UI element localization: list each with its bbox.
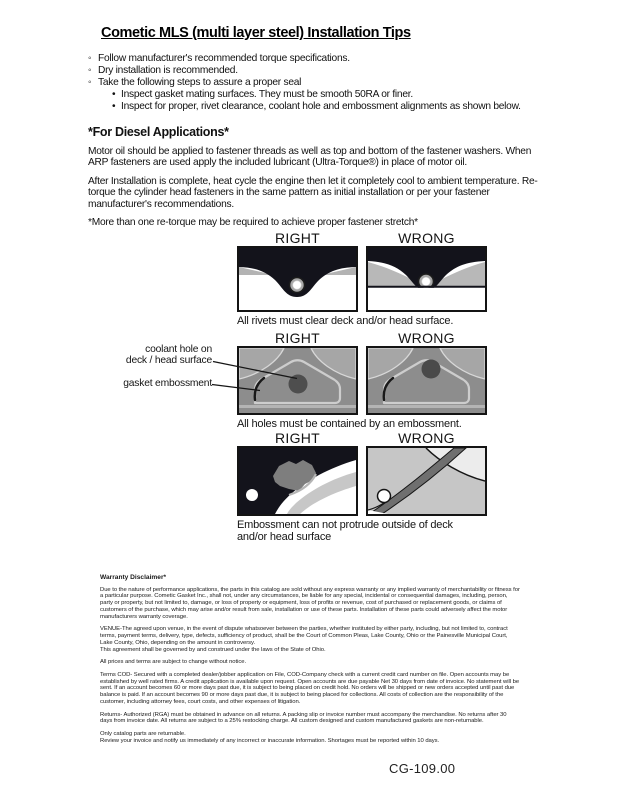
fig2-side-labels [0,344,212,390]
gasket-embossment-label: gasket embossment [123,378,212,390]
list-item [112,89,566,101]
diesel-section-heading: *For Diesel Applications* [88,125,229,139]
wrong-label: WRONG [398,330,455,346]
right-label: RIGHT [274,430,321,446]
bullet-icon: • [112,101,116,112]
fig2-wrong-diagram [368,348,485,413]
fig2-caption: All holes must be contained by an embossment. [237,418,462,430]
figure-rivet-clearance [237,230,487,327]
fig1-caption: All rivets must clear deck and/or head surface. [237,315,454,327]
fig3-wrong-panel [366,446,487,516]
list-item [112,101,566,113]
disclaimer-paragraph: Review your invoice and notify us immediately of any incorrect or inaccurate information. Shortages must be reported within 10 days. [100,737,440,744]
fig3-caption: Embossment can not protrude outside of deck and/or head surface [237,519,453,543]
bullet-text: Take the following steps to assure a proper seal [98,77,302,88]
wrong-label: WRONG [398,430,455,446]
bullet-icon: ◦ [88,53,92,64]
bullet-text: Follow manufacturer's recommended torque specifications. [98,53,350,64]
disclaimer-heading: Warranty Disclaimer* [100,574,167,581]
warranty-disclaimer [100,574,520,750]
fig1-wrong-panel [366,246,487,312]
bullet-icon: ◦ [88,65,92,76]
page-title: Cometic MLS (multi layer steel) Installation Tips [101,25,411,41]
right-label: RIGHT [274,330,321,346]
figure-hole-embossment [237,330,487,430]
disclaimer-paragraph: Only catalog parts are returnable. [100,731,186,738]
fig3-wrong-diagram [368,448,485,514]
fig1-wrong-diagram [368,248,485,310]
fig1-right-panel [237,246,358,312]
disclaimer-paragraph: This agreement shall be governed by and construed under the laws of the State of Ohio. [100,646,326,653]
disclaimer-paragraph: Due to the nature of performance applications, the parts in this catalog are sold without any express warranty or any implied warranty of merchantability or fitness for a particular purpose. Cometic Gasket Inc., shall not, under any circumstances, be liable for any special, incidental or consequential damages, including, person, party or property, but not limited to, damage, or loss of property or equipment, loss of profits or revenue, cost of purchased or replacement goods, or claims of customers of the purchase, which may arise and/or result from sale, installation or use of these parts. Installation of these parts could adversely affect the motor manufacturers warranty coverage. [100,586,520,620]
bullet-text: Dry installation is recommended. [98,65,238,76]
fig2-wrong-panel [366,346,487,415]
retorque-note: *More than one re-torque may be required to achieve proper fastener stretch* [88,217,418,229]
figure-embossment-protrusion [237,430,487,543]
disclaimer-paragraph: Terms COD- Secured with a completed dealer/jobber application on File, COD-Company check with a current credit card number on file. Open accounts may be established by well rated firms. A credit application is available upon request. Open accounts are due payable Net 30 days from date of invoice. No statement will be sent. If an account becomes 60 or more days past due, it is subject to being placed on credit hold. No orders will be shipped or new orders accepted until past due balance is paid. If an account becomes 90 or more days past due, it is subject to being placed for collections. All costs of collection are the responsibility of the customer, including attorney fees, court costs, and other expenses of litigation. [100,671,520,706]
fig3-right-diagram [239,448,356,514]
list-item [88,53,566,65]
bullet-text: Inspect gasket mating surfaces. They must be smooth 50RA or finer. [121,89,413,100]
disclaimer-paragraph: Returns- Authorized (RGA) must be obtained in advance on all returns. A packing slip or invoice number must accompany the merchandise. No returns after 30 days from invoice date. All returns are subject to a 25% restocking charge. All custom designed and custom manufactured gaskets are non-returnable. [100,711,507,725]
disclaimer-paragraph: All prices and terms are subject to change without notice. [100,659,247,666]
bullet-icon: ◦ [88,77,92,88]
diesel-paragraph-1: Motor oil should be applied to fastener threads as well as top and bottom of the fastener washers. When ARP fasteners are used apply the included lubricant (Ultra-Torque®) in place of motor oil. [88,146,532,169]
diesel-paragraph-2: After Installation is complete, heat cycle the engine then let it completely cool to ambient temperature. Re-torque the cylinder head fasteners in the same pattern as initial installation or per your fastener manufacturer's recommendations. [88,175,538,210]
bullet-icon: • [112,89,116,100]
page-code: CG-109.00 [389,761,456,776]
fig1-right-diagram [239,248,356,310]
bullet-text: Inspect for proper, rivet clearance, coolant hole and embossment alignments as shown below. [121,101,521,112]
disclaimer-paragraph: VENUE-The agreed upon venue, in the event of dispute whatsoever between the parties, whether instituted by either party, including, but not limited to, contract terms, payment terms, delivery, type, defects, sufficiency of product, shall be the Court of Common Pleas, Lake County, Ohio or the Painesville Municipal Court, Lake County, Ohio, depending on the amount in controversy. [100,626,508,646]
fig2-right-diagram [239,348,356,413]
list-item [88,77,566,89]
fig2-right-panel [237,346,358,415]
right-label: RIGHT [274,230,321,246]
tips-bullet-list [88,53,566,113]
wrong-label: WRONG [398,230,455,246]
content-column [88,0,566,228]
fig3-right-panel [237,446,358,516]
coolant-hole-label: coolant hole on deck / head surface [125,344,212,367]
list-item [88,65,566,77]
